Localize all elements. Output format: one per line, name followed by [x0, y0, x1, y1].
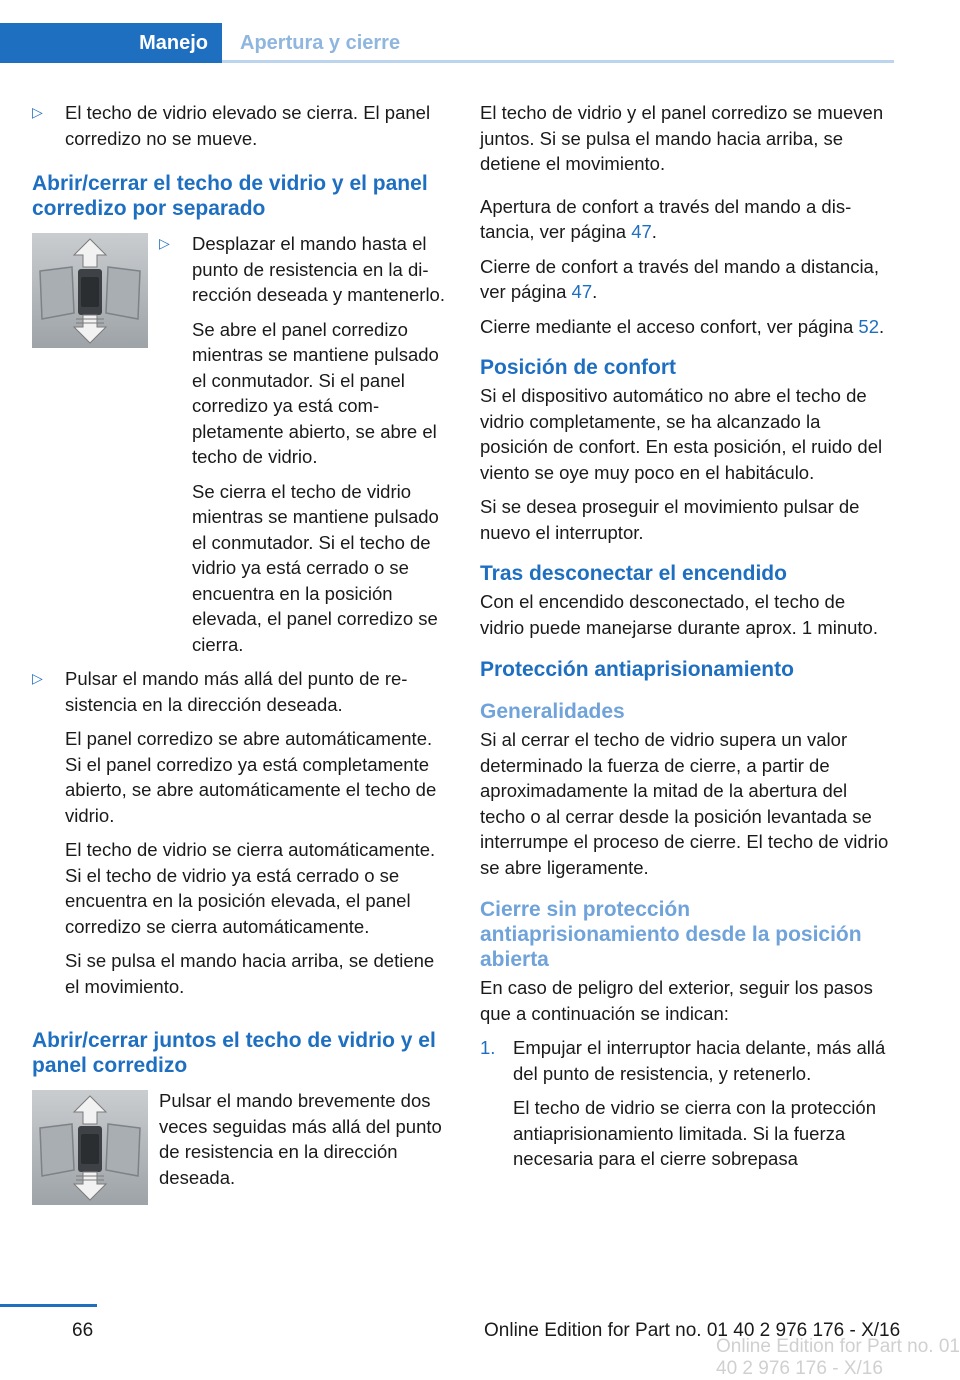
step-paragraph: Empujar el interruptor hacia delante, más allá del punto de resistencia, y retenerlo. [513, 1037, 886, 1084]
paragraph [480, 194, 893, 245]
heading-together: Abrir/cerrar juntos el techo de vidrio y el panel corredizo [32, 1029, 436, 1077]
page-link-52[interactable]: 52 [858, 315, 879, 337]
heading-ignition: Tras desconectar el encendido [480, 562, 787, 585]
heading-comfort: Posición de confort [480, 356, 677, 379]
header-rule [222, 60, 894, 63]
heading-separate: Abrir/cerrar el techo de vidrio y el panel corredizo por separado [32, 172, 428, 220]
footer-rule [0, 1304, 97, 1307]
bullet-paragraph: Si se pulsa el mando hacia arriba, se detiene el movimiento. [65, 950, 435, 997]
bullet-paragraph: Pulsar el mando más allá del punto de resistencia en la dirección deseada. [65, 668, 408, 715]
period: . [651, 221, 657, 242]
together-text: Pulsar el mando brevemente dos veces seguidas más allá del punto de resistencia en la dirección deseada. [159, 1090, 442, 1188]
bullet-item [159, 231, 452, 666]
step-number: 1. [480, 1037, 496, 1058]
heading-no-pinch: Cierre sin protección antiaprisionamiento desde la posición abierta [480, 898, 862, 971]
bullet-body [65, 666, 452, 1008]
bullet-item [32, 666, 452, 1008]
subsection-tab: Apertura y cierre [240, 32, 401, 54]
paragraph: Si se desea proseguir el movimiento pulsar de nuevo el interruptor. [480, 496, 860, 543]
bullet-marker-icon: ▷ [32, 670, 43, 686]
bullet-marker-icon: ▷ [159, 235, 170, 251]
page-link-47[interactable]: 47 [631, 221, 652, 242]
paragraph [480, 314, 893, 340]
page-number: 66 [72, 1320, 94, 1341]
figure-row-together [32, 1088, 452, 1205]
paragraph [480, 254, 893, 305]
page-link-47[interactable]: 47 [571, 281, 593, 302]
right-column [480, 100, 893, 1181]
paragraph-text: Cierre de confort a través del mando a distancia, ver página [480, 255, 879, 302]
section-tab-manejo [0, 23, 222, 63]
bullet-paragraph: Se cierra el techo de vidrio mientras se mantiene pulsado el conmutador. Si el techo de vidrio ya está cerrado o se encuentra en la posición elevada, el panel corredizo se cierra. [192, 480, 439, 655]
bullet-marker-icon: ▷ [32, 104, 43, 120]
heading-pinch-protection: Protección antiaprisionamiento [480, 658, 794, 681]
edition-text: Online Edition for Part no. 01 40 2 976 176 - X/16 [484, 1320, 901, 1341]
paragraph-text: Cierre mediante el acceso confort, ver página [480, 315, 859, 337]
paragraph: En caso de peligro del exterior, seguir los pasos que a continuación se indican: [480, 977, 873, 1024]
bullet-block [159, 231, 452, 666]
period: . [592, 281, 598, 302]
bullet-paragraph: Se abre el panel corredizo mientras se mantiene pulsado el conmutador. Si el panel corredizo ya está completamente abierto, se abre el techo de vidrio. [192, 318, 439, 467]
numbered-step [480, 1035, 893, 1181]
heading-general: Generalidades [480, 700, 625, 723]
bullet-item [32, 100, 452, 151]
paragraph: Si al cerrar el techo de vidrio supera un valor determinado la fuerza de cierre, a partir de aproximadamente la mitad de la abertura del techo o al cerrar desde la posición levantada se interrumpe el proceso de cierre. El techo de vidrio se abre ligeramente. [480, 729, 889, 878]
watermark: Online Edition for Part no. 01 40 2 976 176 - X/16 [716, 1336, 960, 1379]
step-body [513, 1035, 893, 1181]
paragraph: Con el encendido desconectado, el techo de vidrio puede manejarse durante aprox. 1 minuto. [480, 591, 878, 638]
bullet-paragraph: El techo de vidrio se cierra automáticamente. Si el techo de vidrio ya está cerrado o se encuentra en la posición elevada, el panel corredizo se cierra automáticamente. [65, 839, 436, 937]
bullet-text: El techo de vidrio elevado se cierra. El panel corredizo no se mueve. [65, 102, 431, 149]
period: . [879, 315, 885, 337]
bullet-body [192, 231, 452, 666]
bullet-paragraph: El panel corredizo se abre automáticamente. Si el panel corredizo ya está completamente abierto, se abre automáticamente el techo de vidrio. [65, 728, 437, 826]
roof-switch-image [32, 1090, 148, 1205]
left-column [32, 100, 452, 1205]
section-tab-label: Manejo [139, 31, 208, 54]
paragraph: Si el dispositivo automático no abre el techo de vidrio completamente, se ha alcanzado la posición de confort. En esta posición, el ruido del viento se oye muy poco en el habitáculo. [480, 385, 883, 483]
step-paragraph: El techo de vidrio se cierra con la protección antiaprisionamiento limitada. Si la fuerza necesaria para el cierre sobrepasa [513, 1097, 876, 1169]
bullet-paragraph: Desplazar el mando hasta el punto de resistencia en la dirección deseada y mantenerlo. [192, 233, 445, 305]
paragraph-text: Apertura de confort a través del mando a distancia, ver página [480, 195, 852, 242]
paragraph: El techo de vidrio y el panel corredizo se mueven juntos. Si se pulsa el mando hacia arriba, se detiene el movimiento. [480, 102, 884, 174]
roof-switch-image [32, 233, 148, 348]
figure-row-separate [32, 231, 452, 666]
